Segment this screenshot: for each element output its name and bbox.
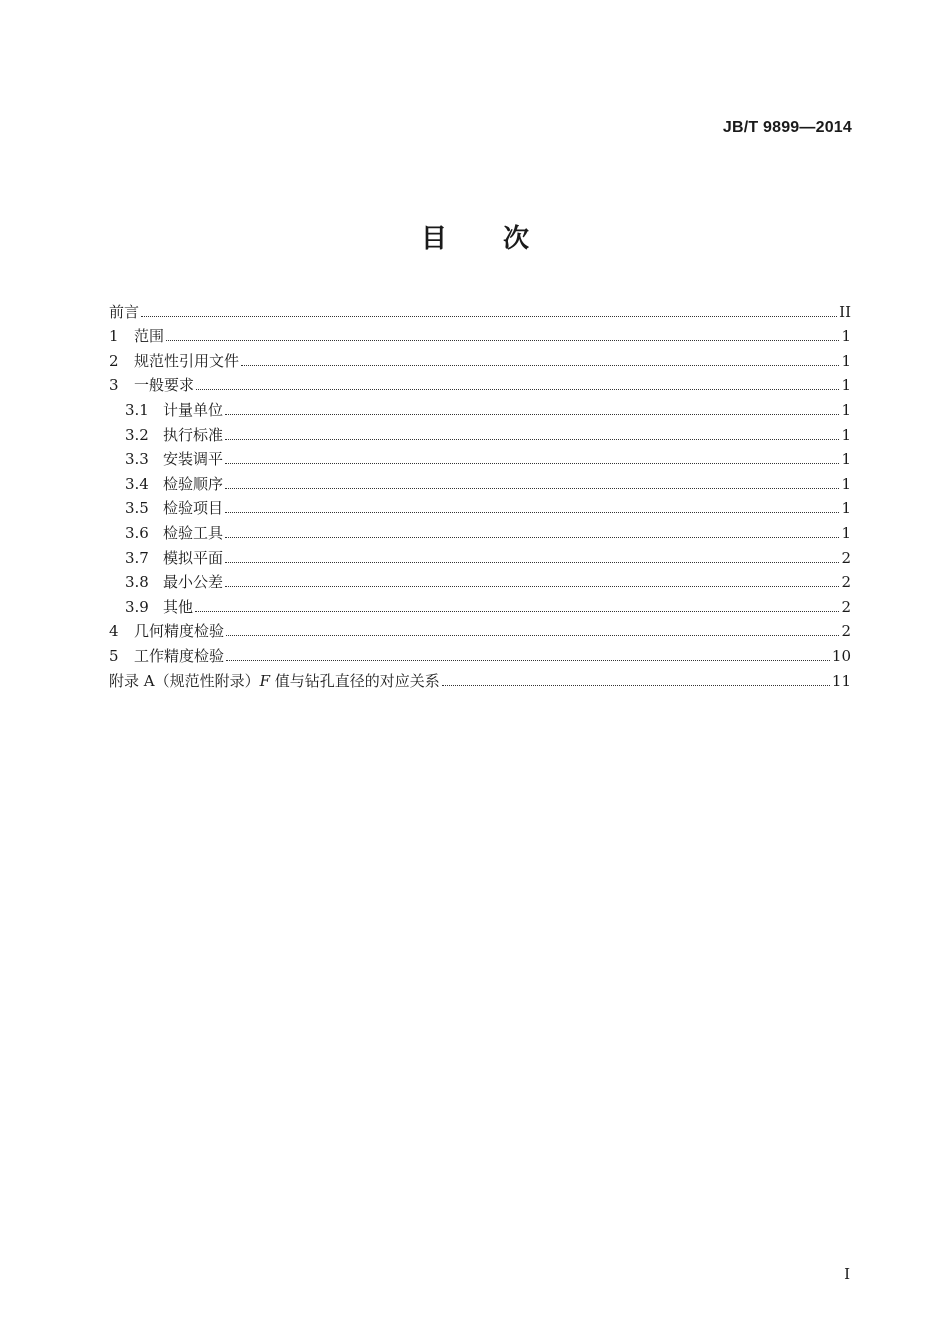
toc-leader-dots	[225, 511, 839, 513]
appendix-variable: F	[259, 671, 271, 690]
table-of-contents	[109, 296, 851, 690]
toc-entry-number: 3.6	[125, 523, 149, 542]
toc-entry-label: 规范性引用文件	[134, 351, 240, 370]
toc-entry-label: 安装调平	[163, 450, 224, 469]
toc-leader-dots	[225, 487, 839, 489]
toc-entry[interactable]	[109, 444, 851, 469]
toc-leader-dots	[195, 610, 839, 612]
toc-entry-page: 1	[841, 474, 851, 493]
title-char-2: 次	[503, 224, 530, 254]
toc-entry-number: 4	[109, 622, 119, 641]
toc-leader-dots	[226, 634, 839, 636]
toc-entry-page: 1	[841, 376, 851, 395]
toc-entry[interactable]	[109, 296, 851, 321]
toc-entry-number: 3.2	[125, 425, 149, 444]
toc-leader-dots	[225, 438, 839, 440]
toc-entry-label: 检验工具	[163, 523, 224, 542]
toc-entry-label: 前言	[109, 302, 140, 321]
toc-entry-label: 模拟平面	[163, 548, 224, 567]
toc-entry-page: 2	[841, 597, 851, 616]
toc-entry-label: 计量单位	[163, 400, 224, 419]
toc-entry[interactable]	[109, 517, 851, 542]
toc-entry-appendix[interactable]	[109, 665, 851, 690]
toc-entry-number: 1	[109, 327, 119, 346]
toc-entry-page: 2	[841, 573, 851, 592]
page-number: I	[844, 1265, 850, 1283]
toc-entry[interactable]	[109, 468, 851, 493]
toc-entry-number: 3.7	[125, 548, 149, 567]
toc-entry-label: 几何精度检验	[134, 622, 225, 641]
toc-entry[interactable]	[109, 542, 851, 567]
title-char-1: 目	[420, 224, 447, 254]
toc-leader-dots	[196, 388, 839, 390]
toc-entry-label: 一般要求	[134, 376, 195, 395]
toc-entry-number: 3.4	[125, 474, 149, 493]
toc-entry-label	[109, 672, 440, 690]
toc-entry[interactable]	[109, 345, 851, 370]
toc-leader-dots	[241, 364, 839, 366]
toc-entry[interactable]	[109, 493, 851, 518]
page-title	[0, 218, 950, 255]
toc-leader-dots	[225, 413, 839, 415]
toc-entry-page: 1	[841, 351, 851, 370]
toc-entry-number: 5	[109, 646, 119, 665]
toc-entry-page: 1	[841, 425, 851, 444]
toc-entry-number: 3.8	[125, 573, 149, 592]
toc-entry-number: 3.9	[125, 597, 149, 616]
toc-leader-dots	[442, 684, 830, 686]
appendix-suffix: 值与钻孔直径的对应关系	[270, 671, 440, 690]
toc-leader-dots	[225, 561, 839, 563]
toc-entry[interactable]	[109, 394, 851, 419]
toc-entry[interactable]	[109, 591, 851, 616]
document-code: JB/T 9899—2014	[722, 119, 852, 136]
toc-leader-dots	[225, 536, 839, 538]
toc-entry-number: 3.1	[125, 400, 149, 419]
toc-entry-page: 1	[841, 450, 851, 469]
toc-entry-label: 工作精度检验	[134, 646, 225, 665]
toc-entry-page: 2	[841, 622, 851, 641]
toc-entry-number: 2	[109, 351, 119, 370]
toc-entry-page: II	[839, 302, 851, 321]
toc-entry-label: 检验项目	[163, 499, 224, 518]
toc-entry-page: 10	[831, 646, 851, 665]
toc-entry-number: 3.3	[125, 450, 149, 469]
toc-entry-number: 3	[109, 376, 119, 395]
toc-entry-page: 11	[831, 671, 851, 690]
toc-entry[interactable]	[109, 567, 851, 592]
toc-leader-dots	[225, 585, 839, 587]
toc-entry-label: 最小公差	[163, 573, 224, 592]
toc-entry-page: 1	[841, 400, 851, 419]
toc-leader-dots	[225, 462, 839, 464]
toc-entry[interactable]	[109, 640, 851, 665]
toc-leader-dots	[141, 315, 837, 317]
toc-entry-page: 1	[841, 523, 851, 542]
toc-entry-label: 范围	[134, 327, 165, 346]
toc-entry[interactable]	[109, 419, 851, 444]
toc-entry-label: 其他	[163, 597, 194, 616]
toc-entry[interactable]	[109, 370, 851, 395]
toc-entry[interactable]	[109, 321, 851, 346]
toc-entry-page: 1	[841, 499, 851, 518]
toc-entry-page: 2	[841, 548, 851, 567]
toc-leader-dots	[226, 659, 830, 661]
toc-entry-page: 1	[841, 327, 851, 346]
toc-leader-dots	[166, 339, 839, 341]
toc-entry-label: 执行标准	[163, 425, 224, 444]
appendix-prefix: 附录 A（规范性附录）	[109, 671, 260, 690]
toc-entry-number: 3.5	[125, 499, 149, 518]
toc-entry[interactable]	[109, 616, 851, 641]
toc-entry-label: 检验顺序	[163, 474, 224, 493]
